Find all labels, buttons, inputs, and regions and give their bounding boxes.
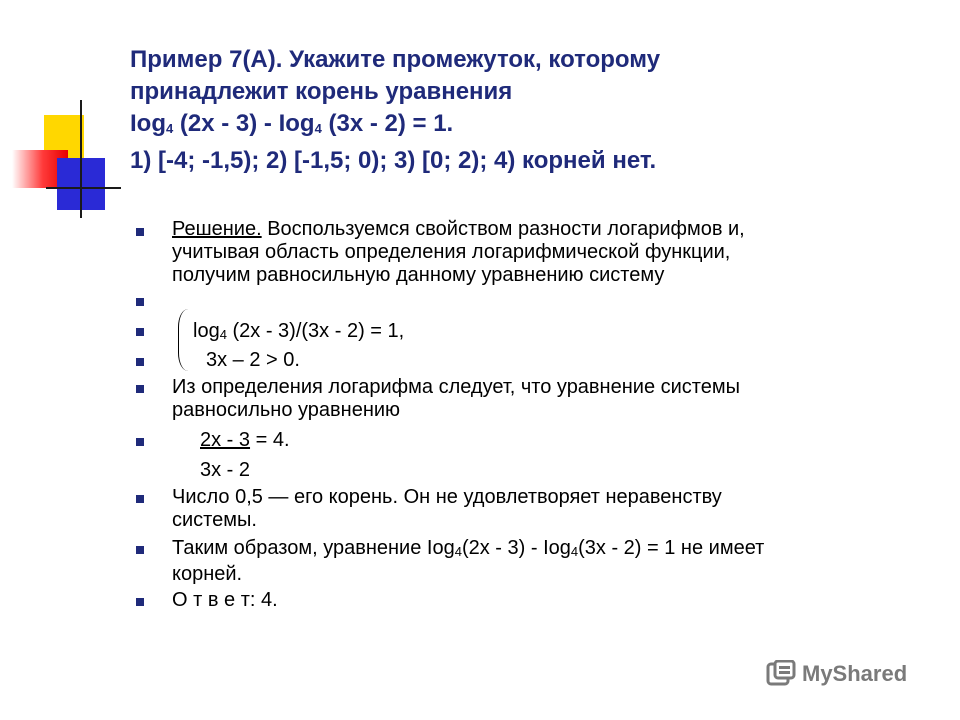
title-line-2: принадлежит корень уравнения [130, 78, 513, 105]
root-paragraph: Число 0,5 — его корень. Он не удовлетворяет неравенству системы. [172, 486, 722, 531]
definition-paragraph: Из определения логарифма следует, что уравнение системы равносильно уравнению [172, 376, 740, 421]
bullet-marker [136, 358, 144, 366]
fraction-equation: 2x - 3 = 4. [200, 429, 290, 451]
conclusion-paragraph: Таким образом, уравнение Iog$_4$(2x - 3) - Iog$_4$(3x - 2) = 1 не имеет корней. [172, 537, 765, 585]
decor-horizontal-line [46, 187, 121, 189]
title-line-1: Пример 7(А). Укажите промежуток, которому [130, 46, 661, 73]
title-equation: Iog$_4$ (2x - 3) - Iog$_4$ (3x - 2) = 1. [130, 110, 454, 137]
bullet-marker [136, 598, 144, 606]
fraction-numerator: 2x - 3 [200, 429, 251, 451]
bullet-marker [136, 328, 144, 336]
answer-line: О т в е т: 4. [172, 589, 278, 611]
fraction-denominator: 3x - 2 [200, 459, 251, 481]
solution-paragraph: Решение. Воспользуемся свойством разности логарифмов и, учитывая область определения логарифмической функции, получим равносильную данному уравнению систему [172, 218, 745, 286]
system-inequality: 3x – 2 > 0. [206, 349, 300, 371]
slide-title [130, 44, 930, 177]
system-equation-1: $\log_4 (2x - 3)/(3x - 2) = 1$, [193, 320, 405, 342]
bullet-marker [136, 385, 144, 393]
decor-vertical-line [80, 100, 82, 218]
system-brace [178, 309, 189, 371]
watermark-text: MyShared [802, 661, 908, 686]
myshared-watermark [766, 657, 907, 691]
solution-label: Решение. [172, 218, 262, 240]
bullet-marker [136, 546, 144, 554]
title-options: 1) [-4; -1,5); 2) [-1,5; 0); 3) [0; 2); 4) корней нет. [130, 147, 657, 174]
bullet-marker [136, 438, 144, 446]
bullet-marker [136, 495, 144, 503]
bullet-marker [136, 228, 144, 236]
myshared-logo-icon [766, 660, 796, 688]
bullet-marker [136, 298, 144, 306]
